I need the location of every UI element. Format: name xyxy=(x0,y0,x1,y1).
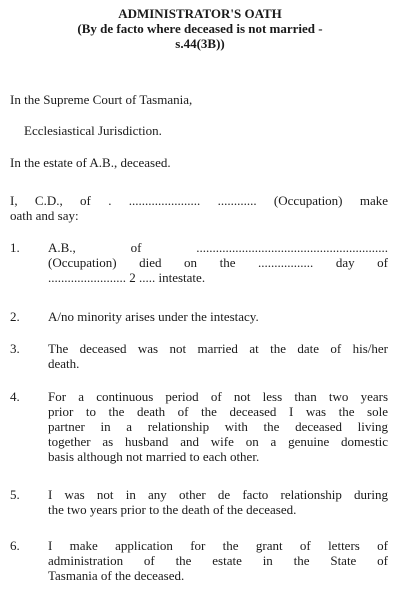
title-line-1: ADMINISTRATOR'S OATH xyxy=(118,6,282,21)
item-text xyxy=(48,538,388,583)
item-number: 1. xyxy=(10,240,20,255)
item-line: The deceased was not married at the date of his/her xyxy=(48,341,388,356)
item-number: 5. xyxy=(10,487,20,502)
estate-line: In the estate of A.B., deceased. xyxy=(10,155,171,170)
item-line: ........................ 2 ..... intestate. xyxy=(48,270,206,285)
item-line: (Occupation) died on the ................. day of xyxy=(48,255,388,270)
item-line: I make application for the grant of letters of xyxy=(48,538,388,553)
item-line: death. xyxy=(48,356,80,371)
item-line: I was not in any other de facto relationship during xyxy=(48,487,388,502)
item-line: partner in a relationship with the deceased living xyxy=(48,419,388,434)
deponent-line-1: I, C.D., of . ...................... ............ (Occupation) make xyxy=(10,193,388,208)
item-text xyxy=(48,389,388,464)
item-text xyxy=(48,341,388,371)
item-line: For a continuous period of not less than two years xyxy=(48,389,388,404)
item-line: administration of the estate in the State of xyxy=(48,553,388,568)
deponent-line-2: oath and say: xyxy=(10,208,79,223)
item-line: prior to the death of the deceased I was the sole xyxy=(48,404,388,419)
jurisdiction-line: Ecclesiastical Jurisdiction. xyxy=(24,123,162,138)
item-number: 4. xyxy=(10,389,20,404)
item-line: together as husband and wife on a genuine domestic xyxy=(48,434,388,449)
item-number: 3. xyxy=(10,341,20,356)
deponent-paragraph xyxy=(10,193,388,223)
document-title xyxy=(0,6,400,51)
item-line: basis although not married to each other. xyxy=(48,449,260,464)
item-number: 2. xyxy=(10,309,20,324)
item-text xyxy=(48,309,388,324)
item-text xyxy=(48,240,388,285)
item-line: A/no minority arises under the intestacy. xyxy=(48,309,259,324)
item-text xyxy=(48,487,388,517)
title-line-2: (By de facto where deceased is not married - xyxy=(77,21,323,36)
item-line: Tasmania of the deceased. xyxy=(48,568,185,583)
item-number: 6. xyxy=(10,538,20,553)
title-line-3: s.44(3B)) xyxy=(175,36,225,51)
item-line: the two years prior to the death of the deceased. xyxy=(48,502,297,517)
court-line: In the Supreme Court of Tasmania, xyxy=(10,92,193,107)
item-line: A.B., of ........................................................... xyxy=(48,240,388,255)
